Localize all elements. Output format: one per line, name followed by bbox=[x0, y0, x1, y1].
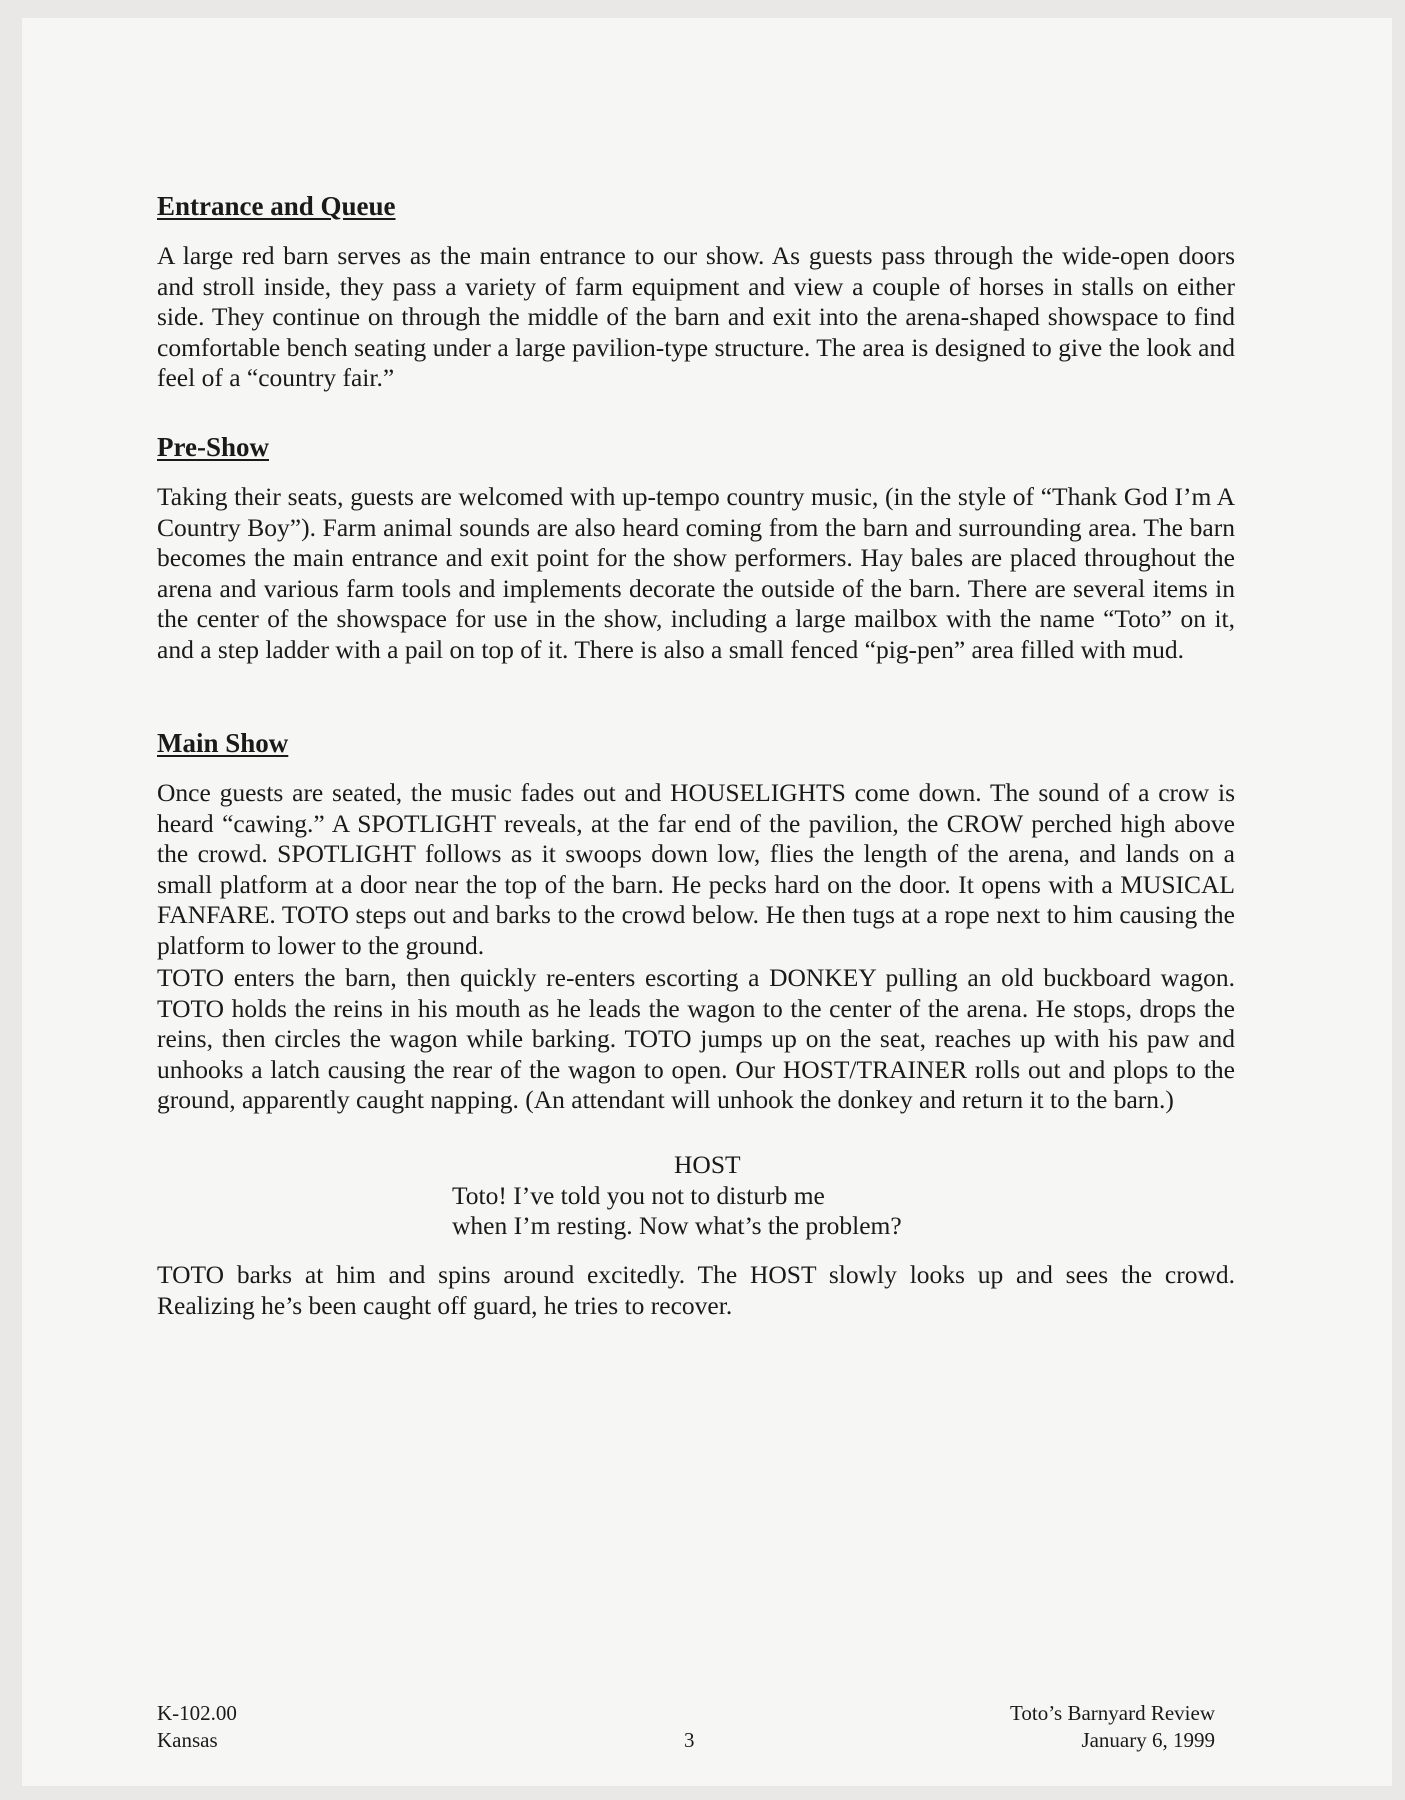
dialogue-speaker: HOST bbox=[674, 1150, 741, 1179]
dialogue-line: when I’m resting. Now what’s the problem? bbox=[452, 1211, 902, 1240]
footer-code: K-102.00 bbox=[157, 1701, 237, 1725]
footer-left bbox=[157, 1700, 237, 1754]
dialogue-line: Toto! I’ve told you not to disturb me bbox=[452, 1180, 825, 1210]
paragraph-entrance: A large red barn serves as the main entrance to our show. As guests pass through the wide-open doors and stroll inside, they pass a variety of farm equipment and view a couple of horses in stalls on either side. They continue on through the middle of the barn and exit into the arena-shaped showspace to find comfortable bench seating under a large pavilion-type structure. The area is designed to give the look and feel of a “country fair.” bbox=[157, 241, 1235, 392]
document-page bbox=[22, 18, 1392, 1786]
footer-date: January 6, 1999 bbox=[1081, 1728, 1215, 1752]
footer-location: Kansas bbox=[157, 1728, 218, 1752]
footer-right bbox=[947, 1700, 1215, 1754]
footer-page-number: 3 bbox=[684, 1728, 695, 1752]
section-heading-mainshow: Main Show bbox=[157, 728, 289, 758]
paragraph-preshow: Taking their seats, guests are welcomed with up-tempo country music, (in the style of “Thank God I’m A Country Boy”). Farm animal sounds are also heard coming from the barn and surrounding area. The barn becomes the main entrance and exit point for the show performers. Hay bales are placed throughout the arena and various farm tools and implements decorate the outside of the barn. There are several items in the center of the showspace for use in the show, including a large mailbox with the name “Toto” on it, and a step ladder with a pail on top of it. There is also a small fenced “pig-pen” area filled with mud. bbox=[157, 482, 1235, 664]
paragraph-mainshow-2: TOTO enters the barn, then quickly re-enters escorting a DONKEY pulling an old buckboard wagon. TOTO holds the reins in his mouth as he leads the wagon to the center of the arena. He stops, drops the reins, then circles the wagon while barking. TOTO jumps up on the seat, reaches up with his paw and unhooks a latch causing the rear of the wagon to open. Our HOST/TRAINER rolls out and plops to the ground, apparently caught napping. (An attendant will unhook the donkey and return it to the barn.) bbox=[157, 963, 1235, 1114]
section-heading-entrance: Entrance and Queue bbox=[157, 191, 396, 221]
dialogue-block bbox=[452, 1150, 902, 1242]
paragraph-mainshow-1: Once guests are seated, the music fades out and HOUSELIGHTS come down. The sound of a crow is heard “cawing.” A SPOTLIGHT reveals, at the far end of the pavilion, the CROW perched high above the crowd. SPOTLIGHT follows as it swoops down low, flies the length of the arena, and lands on a small platform at a door near the top of the barn. He pecks hard on the door. It opens with a MUSICAL FANFARE. TOTO steps out and barks to the crowd below. He then tugs at a rope next to him causing the platform to lower to the ground. bbox=[157, 778, 1235, 960]
footer-title: Toto’s Barnyard Review bbox=[1010, 1701, 1215, 1725]
paragraph-mainshow-3: TOTO barks at him and spins around excitedly. The HOST slowly looks up and sees the crowd. Realizing he’s been caught off guard, he tries to recover. bbox=[157, 1260, 1235, 1320]
section-heading-preshow: Pre-Show bbox=[157, 432, 269, 462]
